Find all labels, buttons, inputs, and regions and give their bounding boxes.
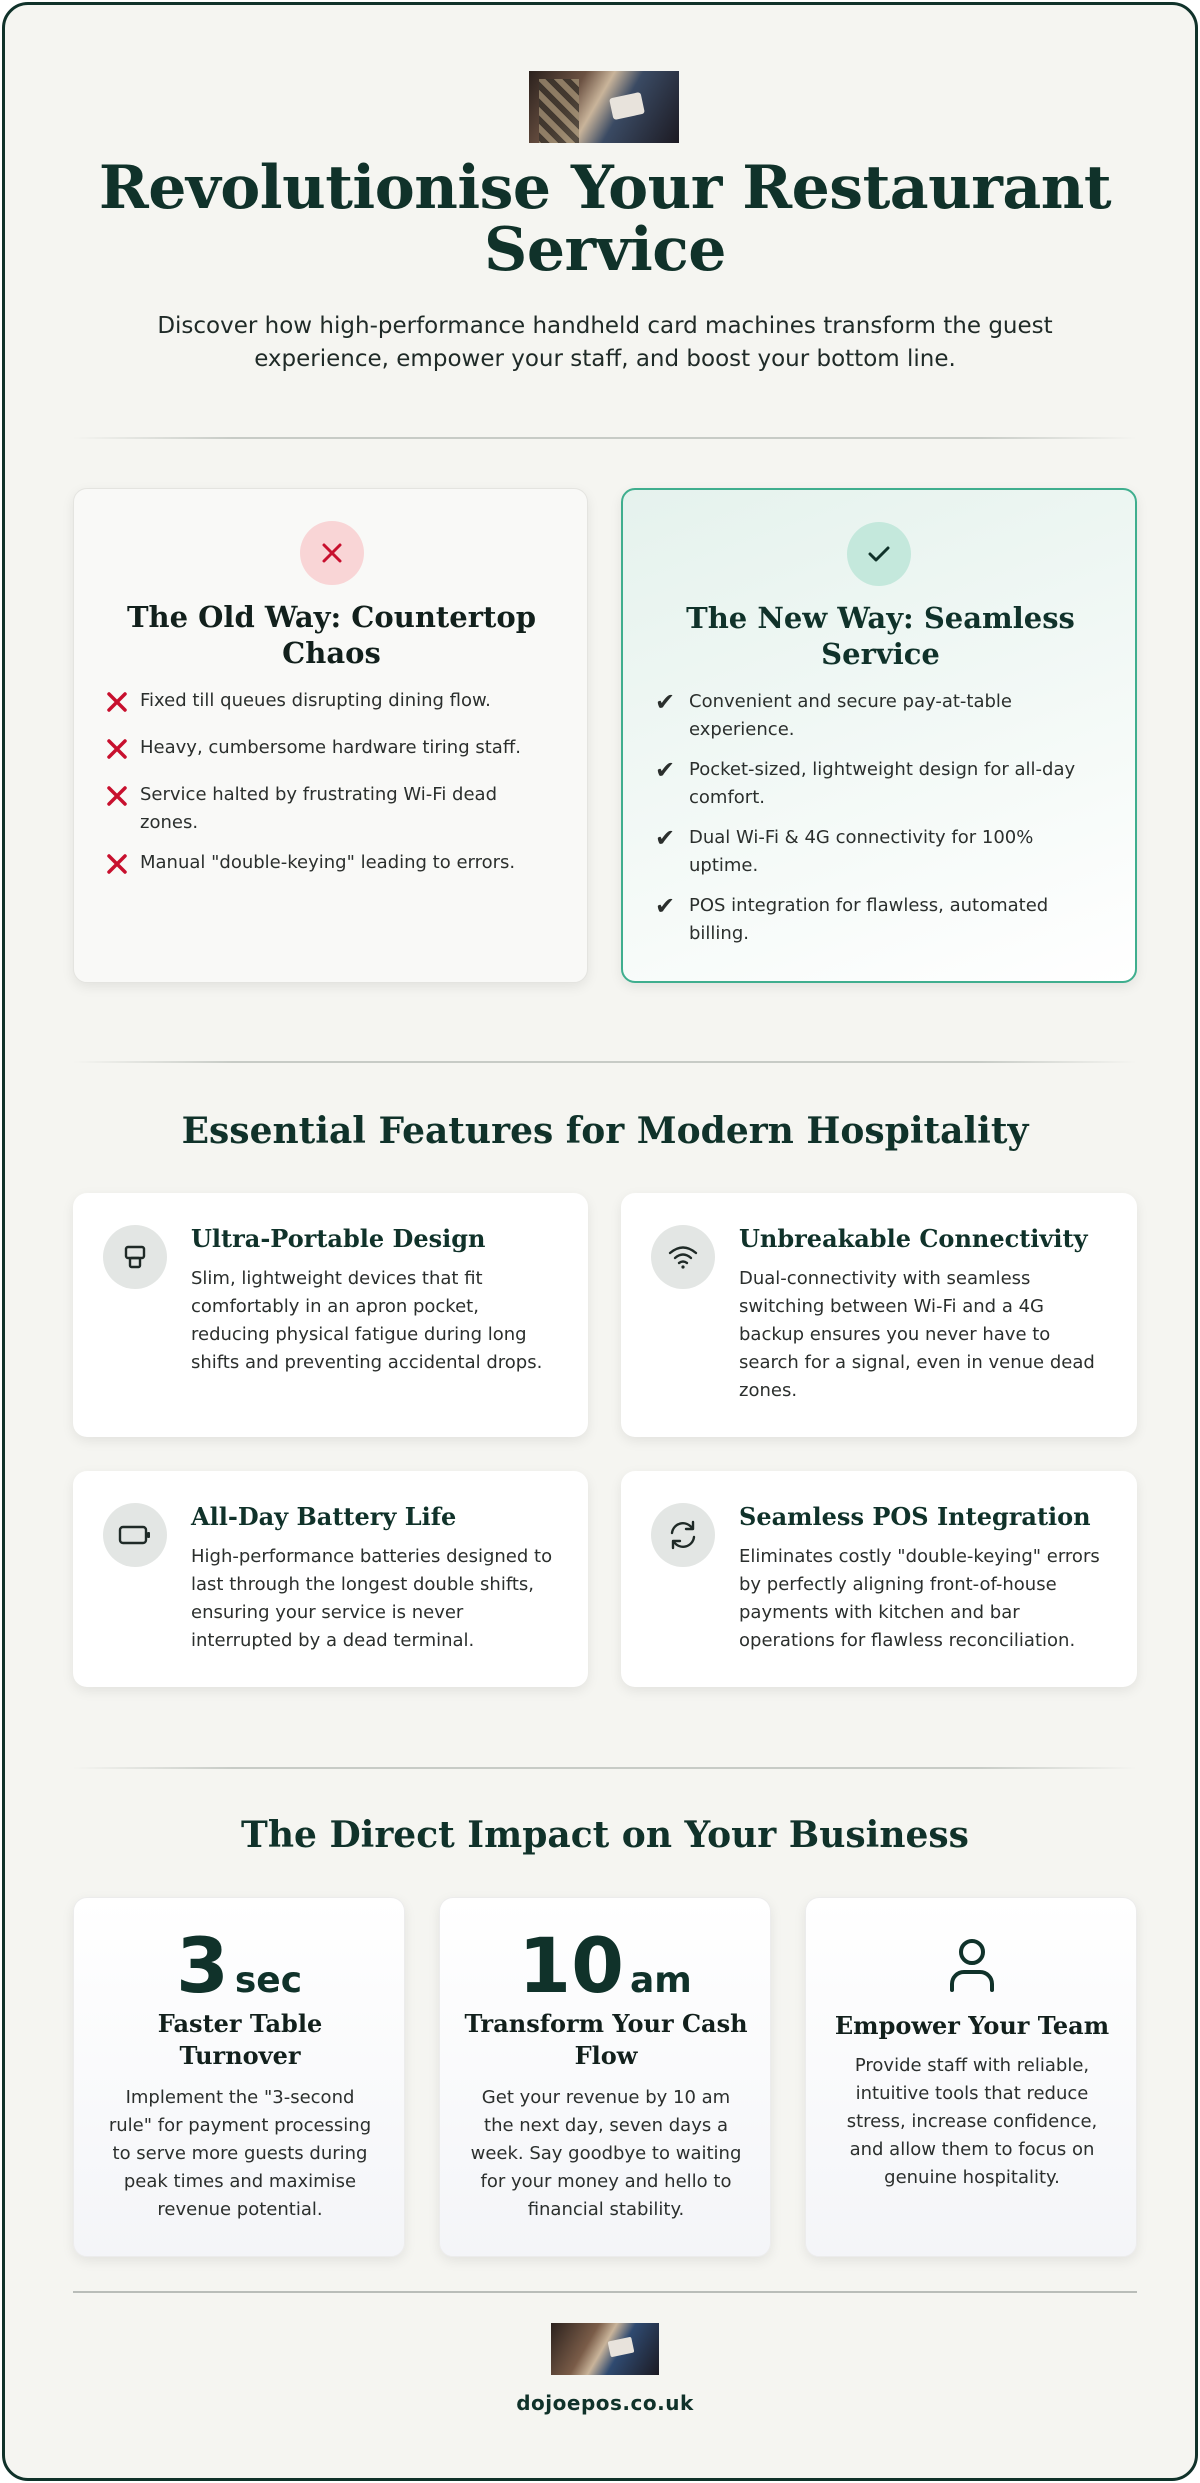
impact-stat <box>440 1921 770 2010</box>
cross-icon <box>106 781 140 816</box>
list-item-text: Fixed till queues disrupting dining flow. <box>140 690 491 711</box>
page-title: Revolutionise Your Restaurant Service <box>98 153 1112 285</box>
impact-stat <box>74 1921 404 2010</box>
impact-card-text: Provide staff with reliable, intuitive tools that reduce stress, increase confidence, and allow them to focus on genuine hospitality. <box>846 2055 1098 2188</box>
check-icon <box>847 522 911 586</box>
footer-image <box>551 2323 659 2375</box>
section-divider <box>73 1061 1137 1063</box>
checkmark-icon: ✔ <box>655 756 676 784</box>
feature-title: Unbreakable Connectivity <box>739 1224 1088 1253</box>
impact-card <box>73 1897 405 2257</box>
feature-text: Slim, lightweight devices that fit comfortably in an apron pocket, reducing physical fatigue during long shifts and preventing accidental drops. <box>191 1268 543 1373</box>
features-title: Essential Features for Modern Hospitality <box>181 1110 1029 1152</box>
old-way-title: The Old Way: Countertop Chaos <box>126 600 537 670</box>
impact-card-text: Get your revenue by 10 am the next day, seven days a week. Say goodbye to waiting for your money and hello to financial stability. <box>470 2087 742 2220</box>
list-item <box>106 781 556 837</box>
list-item-text: Manual "double-keying" leading to errors. <box>140 852 516 873</box>
hero-image <box>529 71 679 143</box>
cross-icon <box>106 734 140 769</box>
stat-number: 3 <box>175 1921 229 2010</box>
checkmark-icon: ✔ <box>655 892 676 920</box>
list-item <box>655 824 1105 880</box>
list-item-text: Heavy, cumbersome hardware tiring staff. <box>140 737 521 758</box>
list-item <box>655 688 1105 744</box>
feature-title: All-Day Battery Life <box>191 1502 457 1531</box>
impact-card-title: Transform Your Cash Flow <box>464 2009 748 2070</box>
list-item <box>106 849 556 884</box>
stat-unit: sec <box>234 1960 303 2001</box>
sync-icon <box>651 1503 715 1567</box>
page-frame <box>2 2 1198 2481</box>
impact-title: The Direct Impact on Your Business <box>241 1814 969 1856</box>
checkmark-icon: ✔ <box>655 688 676 716</box>
feature-card <box>73 1193 588 1437</box>
new-way-card <box>621 488 1137 983</box>
impact-card-title: Faster Table Turnover <box>157 2009 323 2070</box>
section-divider <box>73 437 1137 439</box>
cross-icon <box>106 849 140 884</box>
stat-number: 10 <box>518 1921 624 2010</box>
feature-text: Dual-connectivity with seamless switching between Wi-Fi and a 4G backup ensures you never have to search for a signal, even in venue dead zones. <box>739 1268 1095 1401</box>
feature-title: Seamless POS Integration <box>739 1502 1091 1531</box>
feature-title: Ultra-Portable Design <box>191 1224 486 1253</box>
list-item <box>655 756 1105 812</box>
feature-card <box>621 1193 1137 1437</box>
wifi-icon <box>651 1225 715 1289</box>
stat-unit: am <box>629 1960 692 2001</box>
device-icon <box>103 1225 167 1289</box>
impact-card <box>805 1897 1137 2257</box>
impact-card-title: Empower Your Team <box>834 2011 1110 2040</box>
feature-text: Eliminates costly "double-keying" errors by perfectly aligning front-of-house payments with kitchen and bar operations for flawless reconciliation. <box>739 1546 1100 1651</box>
new-way-title: The New Way: Seamless Service <box>686 601 1075 671</box>
battery-icon <box>103 1503 167 1567</box>
footer-divider <box>73 2291 1137 2293</box>
list-item <box>106 734 556 769</box>
list-item <box>655 892 1105 948</box>
list-item <box>106 687 556 722</box>
section-divider <box>73 1767 1137 1769</box>
x-icon <box>300 521 364 585</box>
feature-text: High-performance batteries designed to last through the longest double shifts, ensuring your service is never interrupted by a dead terminal. <box>191 1546 553 1651</box>
old-way-list <box>106 687 556 896</box>
new-way-list <box>655 688 1105 960</box>
user-icon <box>942 1934 1002 1994</box>
checkmark-icon: ✔ <box>655 824 676 852</box>
footer-site-link[interactable]: dojoepos.co.uk <box>516 2391 694 2415</box>
feature-card <box>621 1471 1137 1687</box>
list-item-text: Dual Wi-Fi & 4G connectivity for 100% uptime. <box>689 827 1034 876</box>
impact-card <box>439 1897 771 2257</box>
page-subtitle: Discover how high-performance handheld card machines transform the guest experience, empower your staff, and boost your bottom line. <box>157 313 1053 372</box>
list-item-text: POS integration for flawless, automated billing. <box>689 895 1049 944</box>
list-item-text: Convenient and secure pay-at-table experience. <box>689 691 1012 740</box>
list-item-text: Service halted by frustrating Wi-Fi dead zones. <box>140 784 498 833</box>
list-item-text: Pocket-sized, lightweight design for all-day comfort. <box>689 759 1076 808</box>
old-way-card <box>73 488 588 983</box>
feature-card <box>73 1471 588 1687</box>
cross-icon <box>106 687 140 722</box>
impact-card-text: Implement the "3-second rule" for payment processing to serve more guests during peak times and maximise revenue potential. <box>108 2087 372 2220</box>
